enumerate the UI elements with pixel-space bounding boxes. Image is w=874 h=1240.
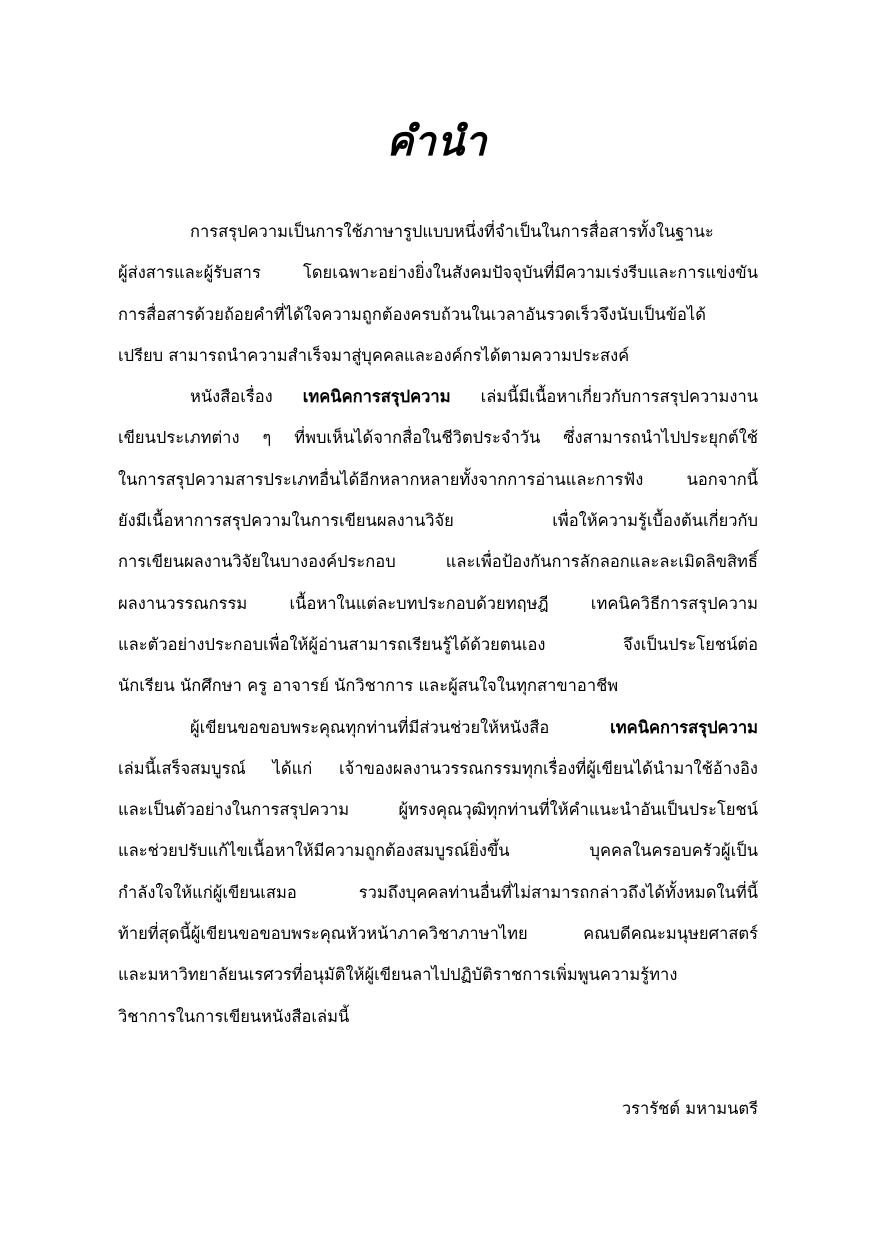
text-line: ผลงานวรรณกรรม เนื้อหาในแต่ละบทประกอบด้วยทฤษฎี เทคนิควิธีการสรุปความ	[118, 593, 758, 613]
text-line: ผู้ส่งสารและผู้รับสาร โดยเฉพาะอย่างยิ่งในสังคมปัจจุบันที่มีความเร่งรีบและการแข่งขัน	[118, 263, 758, 283]
text-run: เล่มนี้มีเนื้อหาเกี่ยวกับการสรุปความงาน	[450, 387, 758, 407]
text-line: นักเรียน นักศึกษา ครู อาจารย์ นักวิชาการ และผู้สนใจในทุกสาขาอาชีพ	[118, 676, 619, 696]
paragraph-2	[118, 376, 758, 706]
text-line	[118, 376, 758, 417]
text-line: การเขียนผลงานวิจัยในบางองค์ประกอบ และเพื่อป้องกันการลักลอกและละเมิดลิขสิทธิ์	[118, 552, 758, 572]
text-line: ท้ายที่สุดนี้ผู้เขียนขอขอบพระคุณหัวหน้าภาควิชาภาษาไทย คณบดีคณะมนุษยศาสตร์	[118, 924, 758, 944]
page-title: คำนำ	[386, 119, 488, 165]
text-line: ในการสรุปความสารประเภทอื่นได้อีกหลากหลายทั้งจากการอ่านและการฟัง นอกจากนี้	[118, 469, 758, 489]
text-run: หนังสือเรื่อง	[190, 387, 303, 407]
text-line: กำลังใจให้แก่ผู้เขียนเสมอ รวมถึงบุคคลท่านอื่นที่ไม่สามารถกล่าวถึงได้ทั้งหมดในที่นี้	[118, 882, 758, 902]
text-run: ผู้เขียนขอขอบพระคุณทุกท่านที่มีส่วนช่วยให้หนังสือ	[190, 717, 611, 737]
document-body	[118, 211, 758, 1037]
text-line: และตัวอย่างประกอบเพื่อให้ผู้อ่านสามารถเรียนรู้ได้ด้วยตนเอง จึงเป็นประโยชน์ต่อ	[118, 634, 758, 654]
author-signature: วรารัชต์ มหามนตรี	[621, 1099, 758, 1118]
text-line	[118, 707, 758, 748]
book-title-bold: เทคนิคการสรุปความ	[610, 717, 758, 737]
book-title-bold: เทคนิคการสรุปความ	[302, 387, 451, 407]
text-line: วิชาการในการเขียนหนังสือเล่มนี้	[118, 1006, 350, 1026]
text-line: การสรุปความเป็นการใช้ภาษารูปแบบหนึ่งที่จำเป็นในการสื่อสารทั้งในฐานะ	[190, 222, 714, 241]
text-line: ยังมีเนื้อหาการสรุปความในการเขียนผลงานวิจัย เพื่อให้ความรู้เบื้องต้นเกี่ยวกับ	[118, 511, 758, 531]
paragraph-1	[118, 211, 758, 376]
text-line: และมหาวิทยาลัยนเรศวรที่อนุมัติให้ผู้เขียนลาไปปฏิบัติราชการเพิ่มพูนความรู้ทาง	[118, 965, 678, 985]
text-line: เขียนประเภทต่าง ๆ ที่พบเห็นได้จากสื่อในชีวิตประจำวัน ซึ่งสามารถนำไปประยุกต์ใช้	[118, 428, 758, 448]
text-line: และช่วยปรับแก้ไขเนื้อหาให้มีความถูกต้องสมบูรณ์ยิ่งขึ้น บุคคลในครอบครัวผู้เป็น	[118, 841, 758, 861]
text-line: เปรียบ สามารถนำความสำเร็จมาสู่บุคคลและองค์กรได้ตามความประสงค์	[118, 345, 630, 365]
text-line: และเป็นตัวอย่างในการสรุปความ ผู้ทรงคุณวุฒิทุกท่านที่ให้คำแนะนำอันเป็นประโยชน์	[118, 800, 758, 820]
paragraph-3	[118, 707, 758, 1037]
text-line: เล่มนี้เสร็จสมบูรณ์ ได้แก่ เจ้าของผลงานวรรณกรรมทุกเรื่องที่ผู้เขียนได้นำมาใช้อ้างอิง	[118, 758, 758, 778]
text-line: การสื่อสารด้วยถ้อยคำที่ได้ใจความถูกต้องครบถ้วนในเวลาอันรวดเร็วจึงนับเป็นข้อได้	[118, 304, 706, 324]
